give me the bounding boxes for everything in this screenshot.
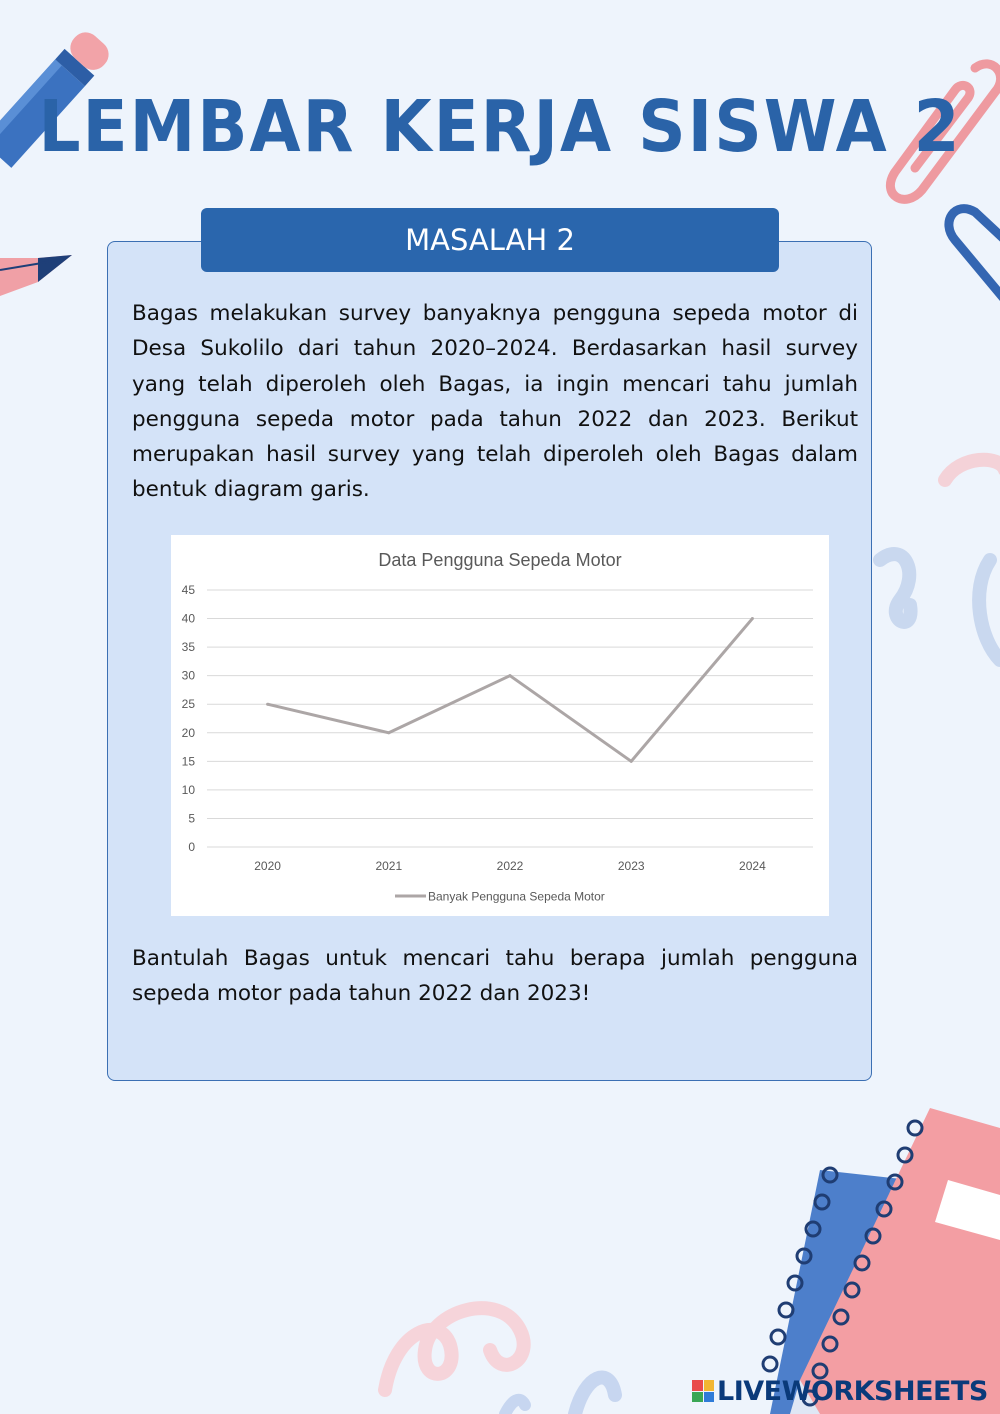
- question-paragraph: Bantulah Bagas untuk mencari tahu berapa jumlah pengguna sepeda motor pada tahun 2022 dan 2023!: [132, 946, 858, 1007]
- data-point: [509, 674, 512, 677]
- line-chart: [171, 535, 829, 916]
- swirl-decoration: [385, 1308, 615, 1414]
- y-tick-label: 25: [181, 697, 195, 712]
- data-point: [266, 703, 269, 706]
- data-point: [387, 731, 390, 734]
- y-tick-label: 30: [181, 668, 195, 683]
- y-tick-label: 45: [181, 583, 195, 597]
- x-tick-label: 2020: [254, 859, 281, 873]
- intro-paragraph: Bagas melakukan survey banyaknya pengguna sepeda motor di Desa Sukolilo dari tahun 2020–2024. Berdasarkan hasil survey yang telah diperoleh oleh Bagas, ia ingin mencari tahu jumlah pengguna sepeda motor pada tahun 2022 dan 2023. Berikut merupakan hasil survey yang telah diperoleh oleh Bagas dalam bentuk diagram garis.: [132, 301, 858, 503]
- liveworksheets-logo: [692, 1374, 988, 1408]
- swirl-decoration: [880, 460, 1000, 660]
- chart-svg: [171, 535, 829, 916]
- y-tick-label: 35: [181, 640, 195, 655]
- x-tick-label: 2024: [739, 859, 766, 873]
- x-tick-label: 2022: [496, 859, 524, 873]
- data-point: [751, 617, 754, 620]
- chart-title: Data Pengguna Sepeda Motor: [378, 550, 622, 570]
- data-point: [630, 760, 633, 763]
- notebook-icon: [763, 1108, 1000, 1414]
- x-tick-label: 2021: [375, 859, 403, 873]
- y-tick-label: 10: [181, 782, 195, 797]
- y-tick-label: 0: [188, 840, 195, 854]
- y-tick-label: 15: [181, 754, 195, 769]
- x-tick-label: 2023: [617, 859, 645, 873]
- y-tick-label: 20: [181, 725, 195, 740]
- pencil-icon: [0, 255, 72, 296]
- y-tick-label: 5: [188, 811, 195, 826]
- section-label: MASALAH 2: [201, 208, 779, 272]
- logo-mark-icon: [692, 1380, 714, 1402]
- legend-entry: Banyak Pengguna Sepeda Motor: [428, 889, 605, 904]
- logo-text: LIVEWORKSHEETS: [717, 1375, 988, 1407]
- page-title: LEMBAR KERJA SISWA 2: [38, 84, 962, 169]
- y-tick-label: 40: [181, 611, 195, 626]
- series-line: [268, 619, 753, 762]
- paperclip-icon: [949, 209, 1000, 300]
